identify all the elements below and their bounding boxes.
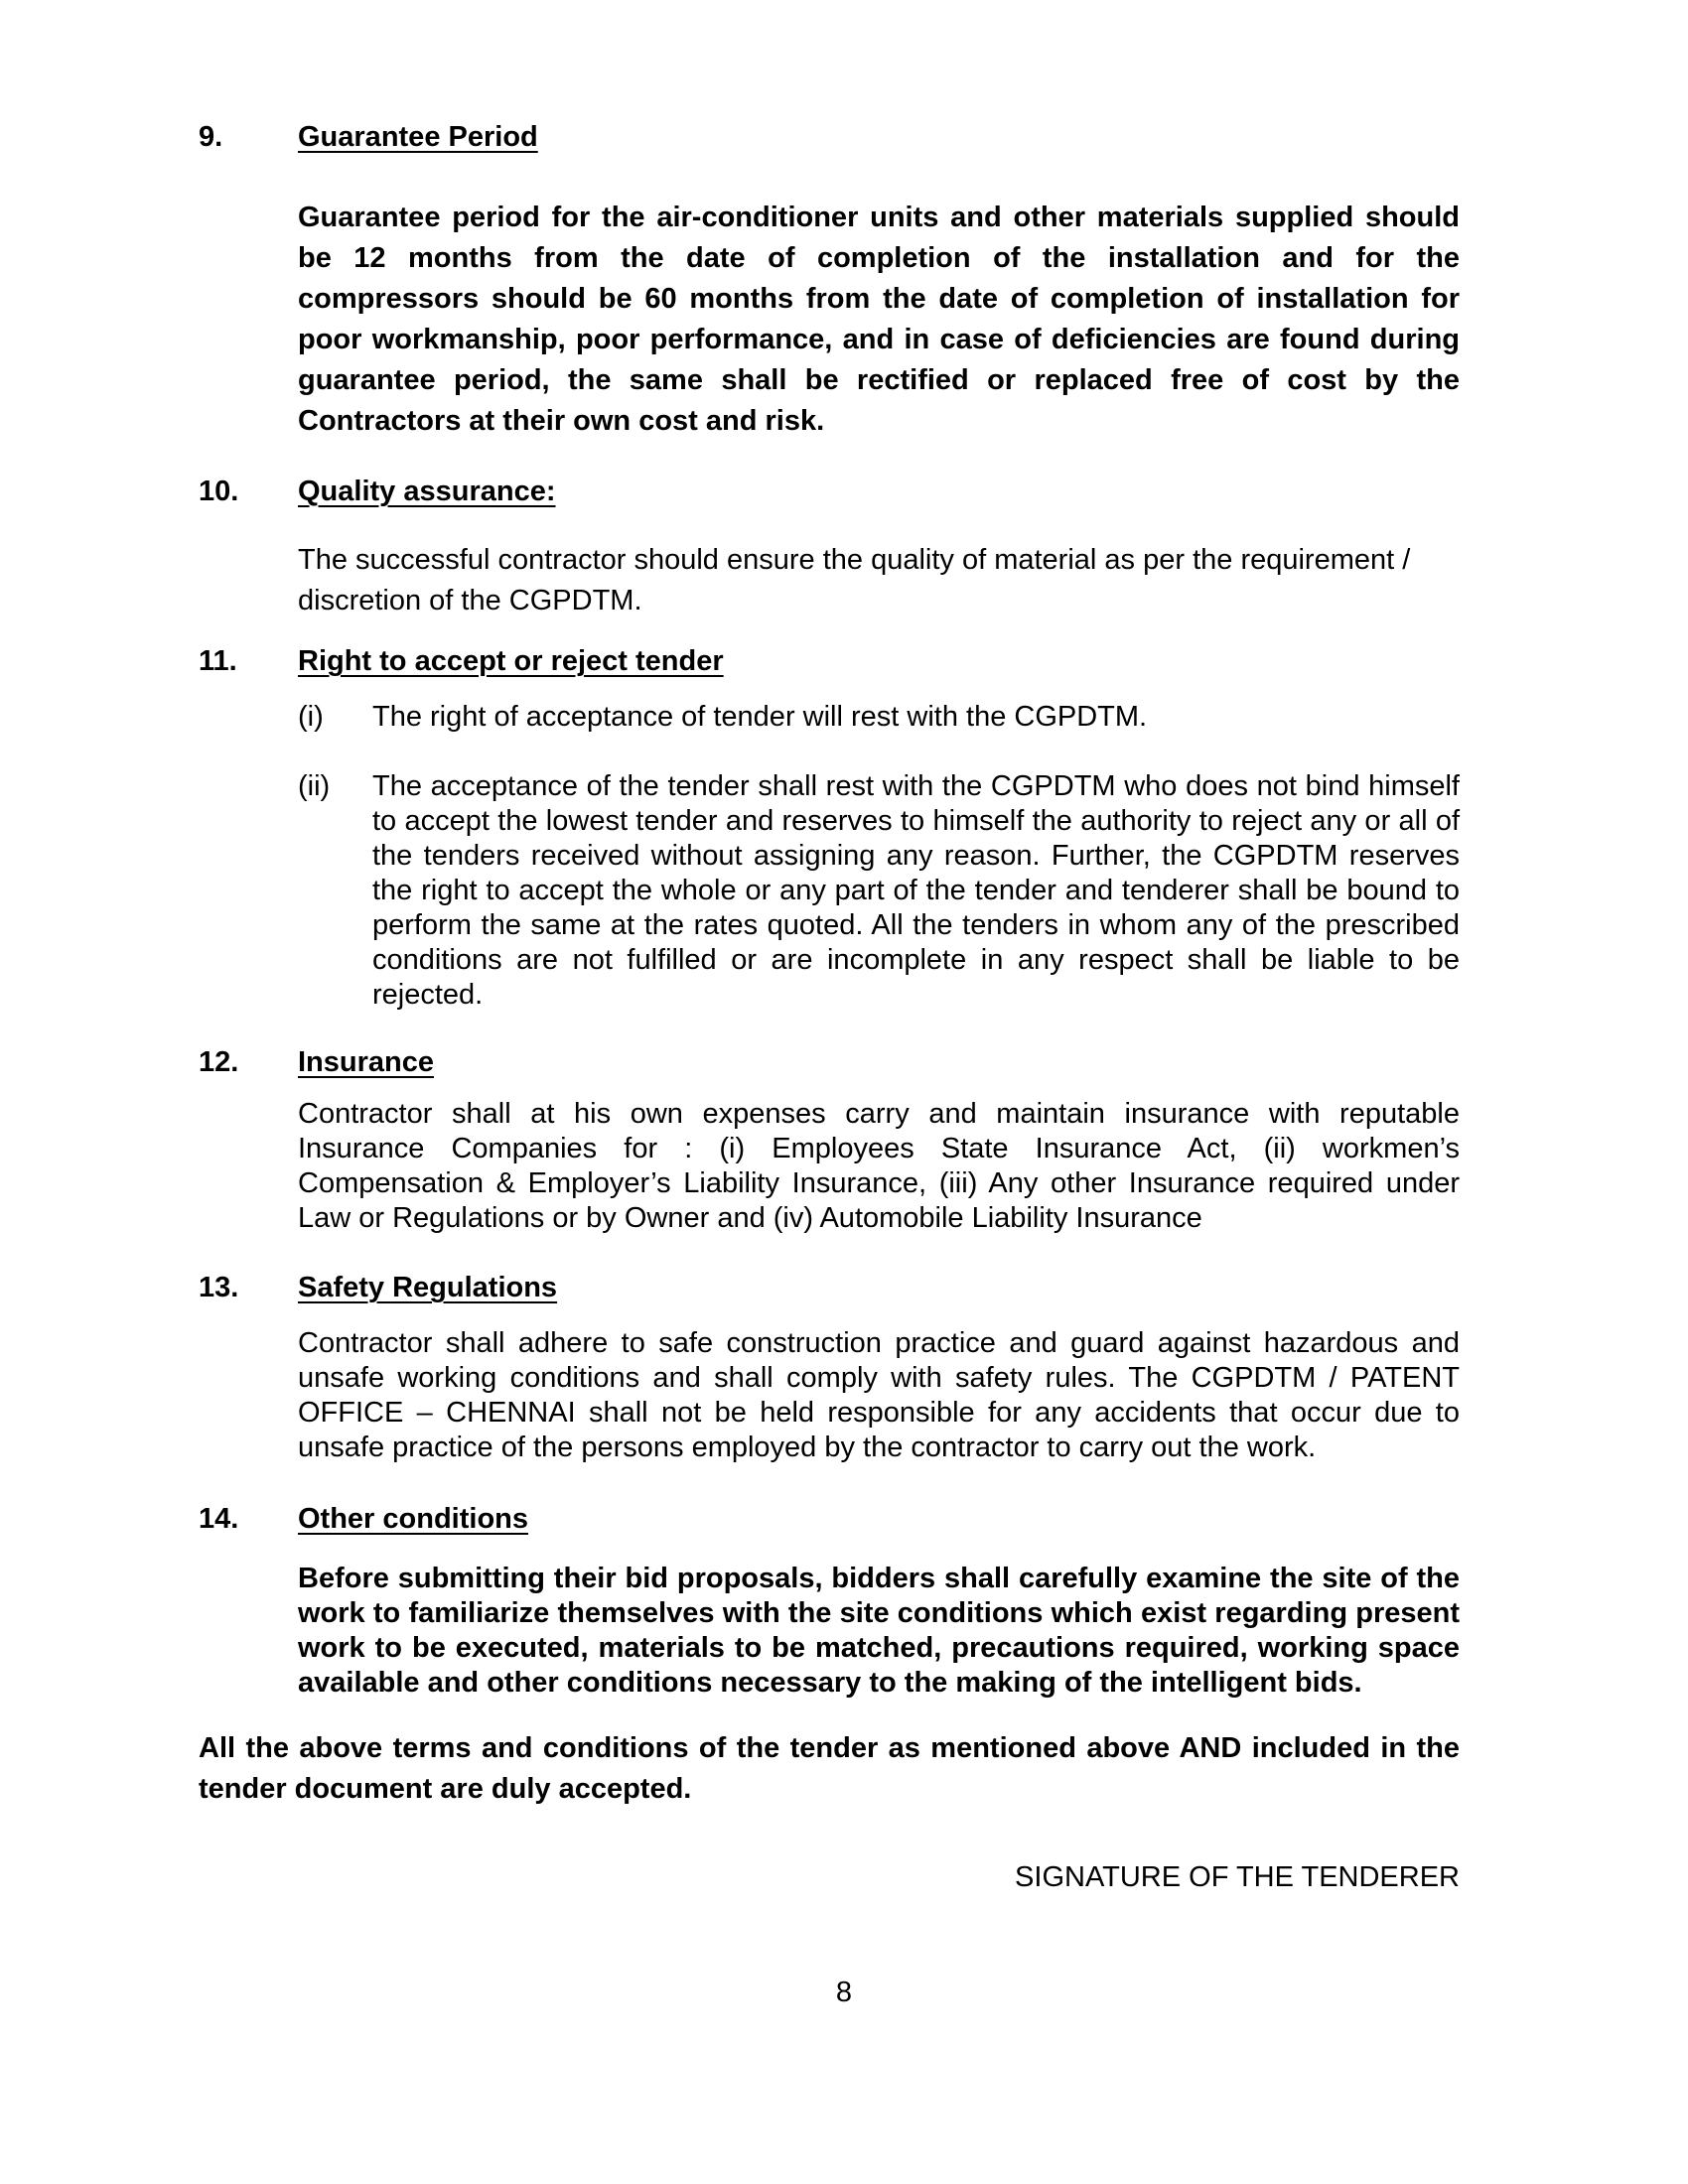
section-number: 12.: [199, 1046, 239, 1078]
section-paragraph: The successful contractor should ensure the quality of material as per the requirement / discretion of the CGPDTM.: [298, 544, 1411, 616]
section-heading-row: [199, 641, 1460, 682]
section-heading-row: [199, 1042, 1460, 1083]
list-item-text: The acceptance of the tender shall rest with the CGPDTM who does not bind himself to accept the lowest tender and reserves to himself the authority to reject any or all of the tenders received without assigning any reason. Further, the CGPDTM reserves the right to accept the whole or any part of the tender and tenderer shall be bound to perform the same at the rates quoted. All the tenders in whom any of the prescribed conditions are not fulfilled or are incomplete in any respect shall be liable to be rejected.: [372, 770, 1460, 1011]
section-body: [298, 540, 1460, 621]
section-paragraph: Contractor shall adhere to safe construction practice and guard against hazardous and unsafe working conditions and shall comply with safety rules. The CGPDTM / PATENT OFFICE – CHENNAI shall not be held responsible for any accidents that occur due to unsafe practice of the persons employed by the contractor to carry out the work.: [298, 1327, 1460, 1463]
section-number: 9.: [199, 121, 223, 153]
section-heading: Quality assurance:: [298, 476, 556, 507]
section-number: 14.: [199, 1503, 239, 1535]
section-heading: Other conditions: [298, 1503, 528, 1535]
section-heading: Guarantee Period: [298, 121, 538, 153]
section-guarantee-period: [199, 117, 1460, 442]
section-heading-row: [199, 1499, 1460, 1540]
section-heading-row: [199, 472, 1460, 512]
section-body: [298, 198, 1460, 442]
section-insurance: [199, 1042, 1460, 1236]
section-right-to-accept-or-reject: [199, 641, 1460, 1013]
section-heading: Safety Regulations: [298, 1272, 558, 1303]
section-paragraph: Before submitting their bid proposals, bidders shall carefully examine the site of the work to familiarize themselves with the site conditions which exist regarding present work to be executed, materials to be matched, precautions required, working space available and other conditions necessary to the making of the intelligent bids.: [298, 1563, 1460, 1699]
section-heading: Insurance: [298, 1046, 434, 1078]
list-item-marker: (i): [298, 701, 324, 733]
section-body: [298, 1326, 1460, 1465]
closing-acceptance-paragraph: All the above terms and conditions of the tender as mentioned above AND included in the tender document are duly accepted.: [199, 1732, 1460, 1805]
section-paragraph: Guarantee period for the air-conditioner units and other materials supplied should be 12 months from the date of completion of the installation and for the compressors should be 60 months from the date of completion of installation for poor workmanship, poor performance, and in case of deficiencies are found during guarantee period, the same shall be rectified or replaced free of cost by the Contractors at their own cost and risk.: [298, 202, 1460, 437]
section-number: 11.: [199, 645, 237, 677]
section-number: 13.: [199, 1272, 239, 1303]
section-heading: Right to accept or reject tender: [298, 645, 724, 677]
section-other-conditions: [199, 1499, 1460, 1701]
section-heading-row: [199, 1268, 1460, 1308]
page-number: 8: [835, 1977, 853, 2008]
list-item-ii: [298, 769, 1460, 1013]
signature-of-tenderer-label: SIGNATURE OF THE TENDERER: [1015, 1861, 1460, 1893]
section-heading-row: [199, 117, 1460, 158]
list-item-i: [298, 700, 1460, 735]
section-body: [298, 1097, 1460, 1236]
list-item-text: The right of acceptance of tender will rest with the CGPDTM.: [372, 701, 1148, 733]
section-safety-regulations: [199, 1268, 1460, 1465]
section-number: 10.: [199, 476, 239, 507]
section-paragraph: Contractor shall at his own expenses carry and maintain insurance with reputable Insurance Companies for : (i) Employees State Insurance Act, (ii) workmen’s Compensation & Employer’s Liability Insurance, (iii) Any other Insurance required under Law or Regulations or by Owner and (iv) Automobile Liability Insurance: [298, 1098, 1460, 1234]
section-body: [298, 1562, 1460, 1701]
list-item-marker: (ii): [298, 770, 331, 802]
section-quality-assurance: [199, 472, 1460, 621]
